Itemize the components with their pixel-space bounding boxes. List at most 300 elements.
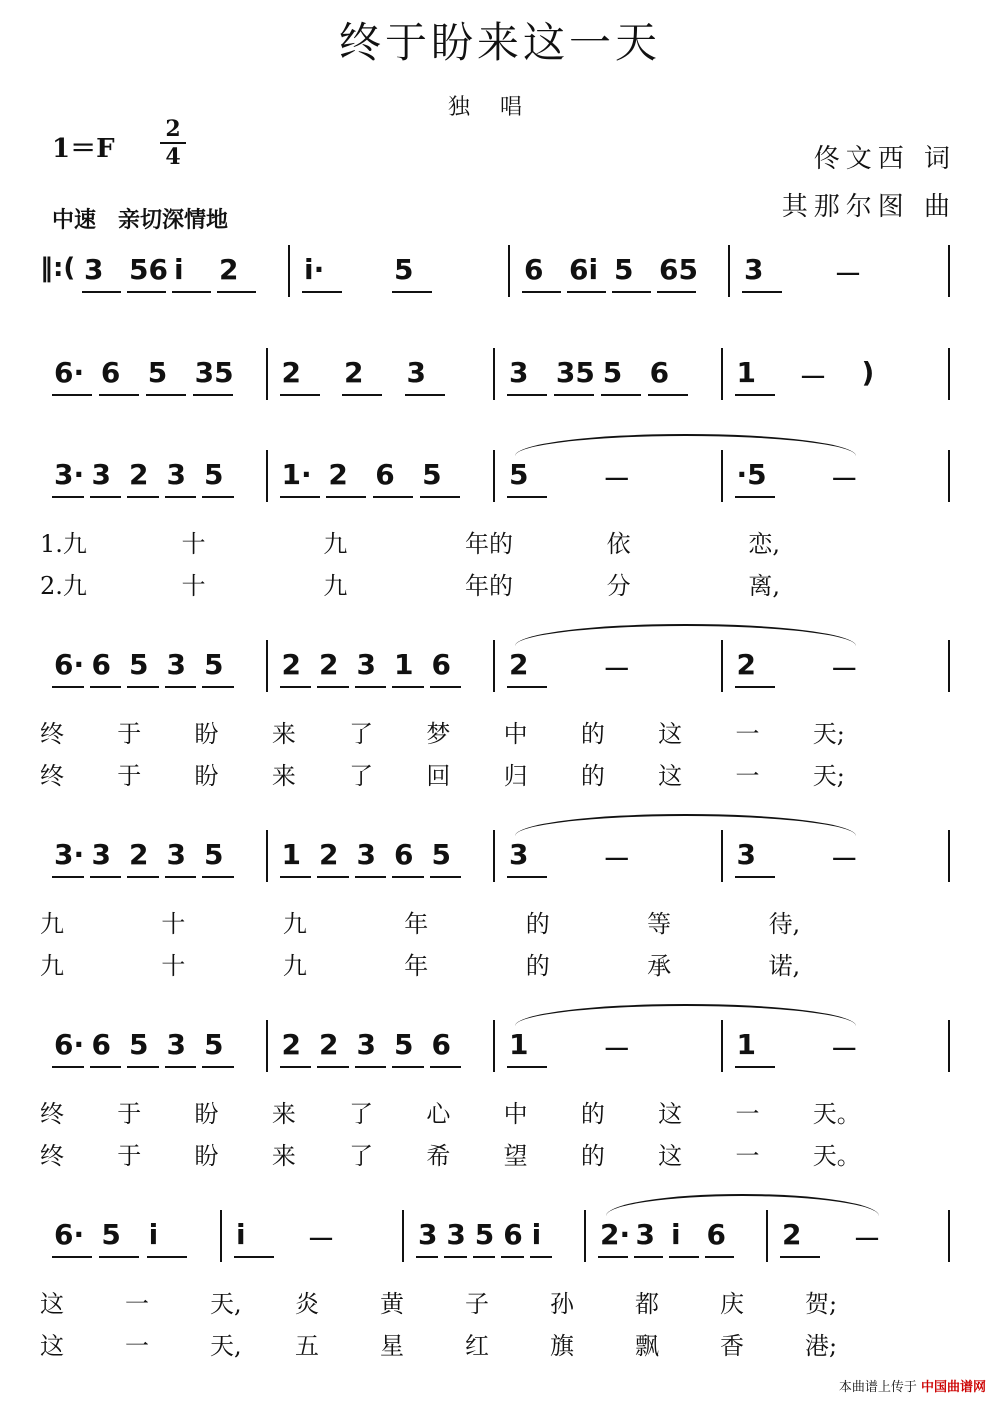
underline-beam [780,1256,820,1258]
note: 65 [659,253,698,286]
lyric-syllable: 这 [40,1290,64,1318]
score-row-2 [40,348,970,428]
bar-line [721,1020,723,1072]
bar-line [948,348,950,400]
lyric-syllable: 五 [295,1332,319,1360]
note: 6 [706,1218,726,1251]
lyric-syllable: 香 [720,1332,744,1360]
note: 2 [328,458,348,491]
lyric-syllable: 梦 [426,720,451,748]
note: 3 [166,458,186,491]
underline-beam [217,291,256,293]
note: 6i [569,253,599,286]
score-row-6 [40,1020,970,1170]
underline-beam [355,1066,387,1068]
note: 6 [431,648,451,681]
note: 6· [54,356,85,389]
note: 6 [91,1028,111,1061]
underline-beam [99,394,139,396]
underline-beam [554,394,594,396]
underline-beam [147,1256,187,1258]
lyric-syllable: 这 [658,1100,683,1128]
underline-beam [127,876,159,878]
note: 3 [166,1028,186,1061]
note: 1 [281,838,301,871]
underline-beam [317,686,349,688]
underline-beam [165,876,197,878]
dash-extension: － [830,653,859,686]
lyric-syllable: 星 [380,1332,404,1360]
underline-beam [280,496,320,498]
note: 5 [431,838,451,871]
lyric-syllable: 盼 [194,1142,219,1170]
note: 3 [356,838,376,871]
dash-extension: － [830,1033,859,1066]
lyric-syllable: 终 [40,1142,64,1170]
dash-extension: － [602,1033,631,1066]
note: 5 [394,1028,414,1061]
underline-beam [165,686,197,688]
underline-beam [146,394,186,396]
lyricist-credit: 佟文西 词 [813,144,956,174]
lyric-syllable: 一 [735,762,760,790]
underline-beam [90,686,122,688]
lyric-syllable: 天。 [812,1142,861,1170]
bar-line [493,348,495,400]
underline-beam [507,394,547,396]
lyric-syllable: 九 [40,910,64,938]
bar-line [584,1210,586,1262]
note: 1 [509,1028,529,1061]
score-row-1 [40,245,970,325]
lyric-syllable: 的 [525,952,550,980]
underline-beam [392,1066,424,1068]
underline-beam [99,1256,139,1258]
lyric-syllable: 望 [503,1142,528,1170]
underline-beam [202,686,234,688]
underline-beam [742,291,782,293]
lyric-syllable: 的 [580,762,605,790]
lyric-syllable: 九 [282,910,307,938]
underline-beam [735,686,775,688]
slur [515,434,856,456]
note: ) [861,356,875,389]
underline-beam [473,1256,495,1258]
underline-beam [127,1066,159,1068]
note: 5 [101,1218,121,1251]
lyric-syllable: 的 [525,910,550,938]
lyric-syllable: 十 [161,910,186,938]
lyric-syllable: 炎 [295,1290,319,1318]
note: 3 [166,648,186,681]
underline-beam [280,686,312,688]
lyric-syllable: 来 [271,1100,296,1128]
note: 1 [736,1028,756,1061]
note: 5 [129,648,149,681]
lyric-syllable: 九 [40,952,64,980]
slur [606,1194,879,1216]
bar-line [266,348,268,400]
underline-beam [735,876,775,878]
lyric-syllable: 了 [349,762,374,790]
dash-extension: － [602,463,631,496]
lyric-syllable: 九 [282,952,307,980]
lyric-syllable: 港; [805,1332,838,1360]
lyric-syllable: 贺; [805,1290,838,1318]
time-signature-bottom: 4 [165,144,181,170]
underline-beam [127,496,159,498]
bar-line [493,640,495,692]
lyric-syllable: 2.九 [40,572,87,600]
performance-type: 独唱 [447,95,552,120]
lyric-syllable: 这 [658,1142,683,1170]
lyric-syllable: 年 [404,952,429,980]
note: 3 [91,458,111,491]
bar-line [948,450,950,502]
lyric-syllable: 终 [40,1100,64,1128]
note: 3 [84,253,104,286]
note: 6· [54,648,85,681]
dash-extension: － [602,843,631,876]
underline-beam [165,1066,197,1068]
note: 3 [356,648,376,681]
underline-beam [317,1066,349,1068]
slur [515,1004,856,1026]
note: 5 [614,253,634,286]
dash-extension: － [830,463,859,496]
repeat-start-sign: ‖:( [40,253,76,283]
note: 5 [204,648,224,681]
underline-beam [165,496,197,498]
lyric-syllable: 飘 [635,1332,659,1360]
underline-beam [90,1066,122,1068]
underline-beam [735,394,775,396]
dash-extension: － [602,653,631,686]
song-title: 终于盼来这一天 [338,18,661,67]
dash-extension: － [799,361,828,394]
note: 3 [356,1028,376,1061]
dash-extension: － [853,1223,882,1256]
underline-beam [430,686,462,688]
underline-beam [342,394,382,396]
score-row-3 [40,450,970,600]
underline-beam [326,496,366,498]
note: 3· [54,838,85,871]
note: 6 [394,838,414,871]
note: 3 [744,253,764,286]
underline-beam [420,496,460,498]
note: i [236,1218,246,1251]
underline-beam [634,1256,664,1258]
composer-credit: 其那尔图 曲 [781,192,956,222]
lyric-syllable: 于 [117,1100,142,1128]
underline-beam [507,1066,547,1068]
note: 6 [431,1028,451,1061]
underline-beam [392,876,424,878]
note: 2 [736,648,756,681]
note: ·5 [736,458,767,491]
lyric-syllable: 了 [349,1100,374,1128]
bar-line [508,245,510,297]
note: 2 [219,253,239,286]
note: 5 [509,458,529,491]
note: 5 [204,1028,224,1061]
underline-beam [302,291,342,293]
lyric-syllable: 十 [181,572,206,600]
underline-beam [234,1256,274,1258]
bar-line [721,348,723,400]
underline-beam [657,291,696,293]
note: 3 [418,1218,438,1251]
lyric-syllable: 1.九 [40,530,87,558]
note: 3 [406,356,426,389]
underline-beam [392,291,432,293]
footer-credit [839,1376,986,1395]
note: 5 [602,356,623,389]
note: 5 [129,1028,149,1061]
note: 56 [129,253,168,286]
note: 5 [147,356,168,389]
note: 35 [194,356,234,389]
underline-beam [507,686,547,688]
lyric-syllable: 九 [323,530,348,558]
lyric-syllable: 红 [465,1332,489,1360]
lyric-syllable: 天; [812,762,845,790]
lyric-syllable: 希 [426,1142,451,1170]
underline-beam [127,291,166,293]
note: 5 [204,838,224,871]
underline-beam [280,394,320,396]
note: 6 [91,648,111,681]
underline-beam [612,291,651,293]
lyric-syllable: 中 [503,1100,528,1128]
lyric-syllable: 终 [40,720,64,748]
key-signature: 1＝F [52,134,115,164]
score-row-7 [40,1210,970,1360]
note: 35 [555,356,595,389]
lyric-syllable: 都 [635,1290,659,1318]
note: 1· [281,458,312,491]
underline-beam [52,686,84,688]
lyric-syllable: 年的 [465,530,513,558]
note: 5 [474,1218,495,1251]
underline-beam [392,686,424,688]
underline-beam [530,1256,552,1258]
underline-beam [735,1066,775,1068]
note: 2· [600,1218,631,1251]
slur [515,624,856,646]
lyric-syllable: 子 [465,1290,489,1318]
underline-beam [280,876,312,878]
lyric-syllable: 于 [117,1142,142,1170]
underline-beam [355,876,387,878]
bar-line [493,450,495,502]
lyric-syllable: 天, [210,1332,242,1360]
lyric-syllable: 依 [606,530,631,558]
bar-line [493,830,495,882]
underline-beam [355,686,387,688]
dash-extension: － [834,258,863,291]
lyric-syllable: 一 [125,1290,149,1318]
note: 1 [736,356,756,389]
underline-beam [522,291,561,293]
lyric-syllable: 待, [768,910,801,938]
bar-line [493,1020,495,1072]
lyric-syllable: 承 [647,952,672,980]
bar-line [266,1020,268,1072]
lyric-syllable: 九 [323,572,348,600]
underline-beam [202,1066,234,1068]
lyric-syllable: 归 [503,762,528,790]
underline-beam [567,291,606,293]
time-signature-top: 2 [165,116,181,142]
bar-line [948,1020,950,1072]
underline-beam [90,496,122,498]
bar-line [288,245,290,297]
underline-beam [405,394,445,396]
lyric-syllable: 回 [426,762,451,790]
lyric-syllable: 天。 [812,1100,861,1128]
footer-text: 本曲谱上传于 [838,1380,917,1395]
underline-beam [444,1256,466,1258]
note: 3 [166,838,186,871]
underline-beam [280,1066,312,1068]
note: 2 [281,356,301,389]
bar-line [266,640,268,692]
lyric-syllable: 十 [181,530,206,558]
underline-beam [317,876,349,878]
lyric-syllable: 心 [426,1100,451,1128]
bar-line [766,1210,768,1262]
score-row-4 [40,640,970,790]
lyric-syllable: 了 [349,1142,374,1170]
bar-line [948,640,950,692]
underline-beam [82,291,121,293]
underline-beam [669,1256,699,1258]
note: 6 [375,458,395,491]
underline-beam [601,394,641,396]
dash-extension: － [307,1223,336,1256]
note: 2 [344,356,364,389]
lyric-syllable: 的 [580,720,605,748]
lyric-syllable: 盼 [194,762,219,790]
underline-beam [416,1256,438,1258]
underline-beam [90,876,122,878]
lyric-syllable: 天, [210,1290,242,1318]
note: i [531,1218,542,1251]
dash-extension: － [830,843,859,876]
note: 3 [736,838,756,871]
lyric-syllable: 等 [647,910,672,938]
lyric-syllable: 庆 [720,1290,744,1318]
lyric-syllable: 一 [735,720,760,748]
note: 5 [394,253,414,286]
bar-line [266,450,268,502]
underline-beam [52,394,92,396]
underline-beam [705,1256,735,1258]
lyric-syllable: 于 [117,720,142,748]
note: 2 [319,1028,339,1061]
lyric-syllable: 的 [580,1100,605,1128]
lyric-syllable: 于 [117,762,142,790]
note: 6· [54,1028,85,1061]
underline-beam [202,876,234,878]
note: 3 [509,356,529,389]
lyric-syllable: 旗 [550,1332,574,1360]
lyric-syllable: 十 [161,952,186,980]
note: 2 [509,648,529,681]
lyric-syllable: 一 [735,1100,760,1128]
lyric-syllable: 离, [748,572,780,600]
note: i [148,1218,159,1251]
underline-beam [430,876,462,878]
note: 2 [782,1218,802,1251]
lyric-syllable: 孙 [550,1290,574,1318]
bar-line [266,830,268,882]
lyric-syllable: 来 [271,1142,296,1170]
lyric-syllable: 诺, [768,952,801,980]
bar-line [728,245,730,297]
note: 2 [319,838,339,871]
tempo-marking: 中速 亲切深情地 [52,207,229,233]
note: 2 [281,1028,301,1061]
note: 2 [129,838,149,871]
note: 3 [509,838,529,871]
note: 6 [649,356,670,389]
lyric-syllable: 一 [125,1332,149,1360]
lyric-syllable: 恋, [748,530,780,558]
note: i· [304,253,325,286]
bar-line [721,640,723,692]
underline-beam [648,394,688,396]
underline-beam [52,876,84,878]
lyric-syllable: 天; [812,720,845,748]
note: 2 [281,648,301,681]
note: 2 [319,648,339,681]
bar-line [721,830,723,882]
bar-line [948,245,950,297]
note: 6 [100,356,121,389]
underline-beam [127,686,159,688]
bar-line [721,450,723,502]
bar-line [948,830,950,882]
lyric-syllable: 这 [658,762,683,790]
lyric-syllable: 的 [580,1142,605,1170]
underline-beam [507,876,547,878]
lyric-syllable: 这 [40,1332,64,1360]
note: 3 [635,1218,655,1251]
lyric-syllable: 盼 [194,720,219,748]
bar-line [948,1210,950,1262]
underline-beam [598,1256,628,1258]
lyric-syllable: 分 [606,572,631,600]
underline-beam [52,496,84,498]
underline-beam [172,291,211,293]
underline-beam [202,496,234,498]
lyric-syllable: 来 [271,762,296,790]
note: 3 [446,1218,466,1251]
site-logo: 中国曲谱网 [920,1380,986,1395]
underline-beam [52,1066,84,1068]
underline-beam [52,1256,92,1258]
lyric-syllable: 这 [658,720,683,748]
slur [515,814,856,836]
note: 5 [204,458,224,491]
underline-beam [507,496,547,498]
bar-line [402,1210,404,1262]
note: i [174,253,184,286]
note: 1 [394,648,414,681]
